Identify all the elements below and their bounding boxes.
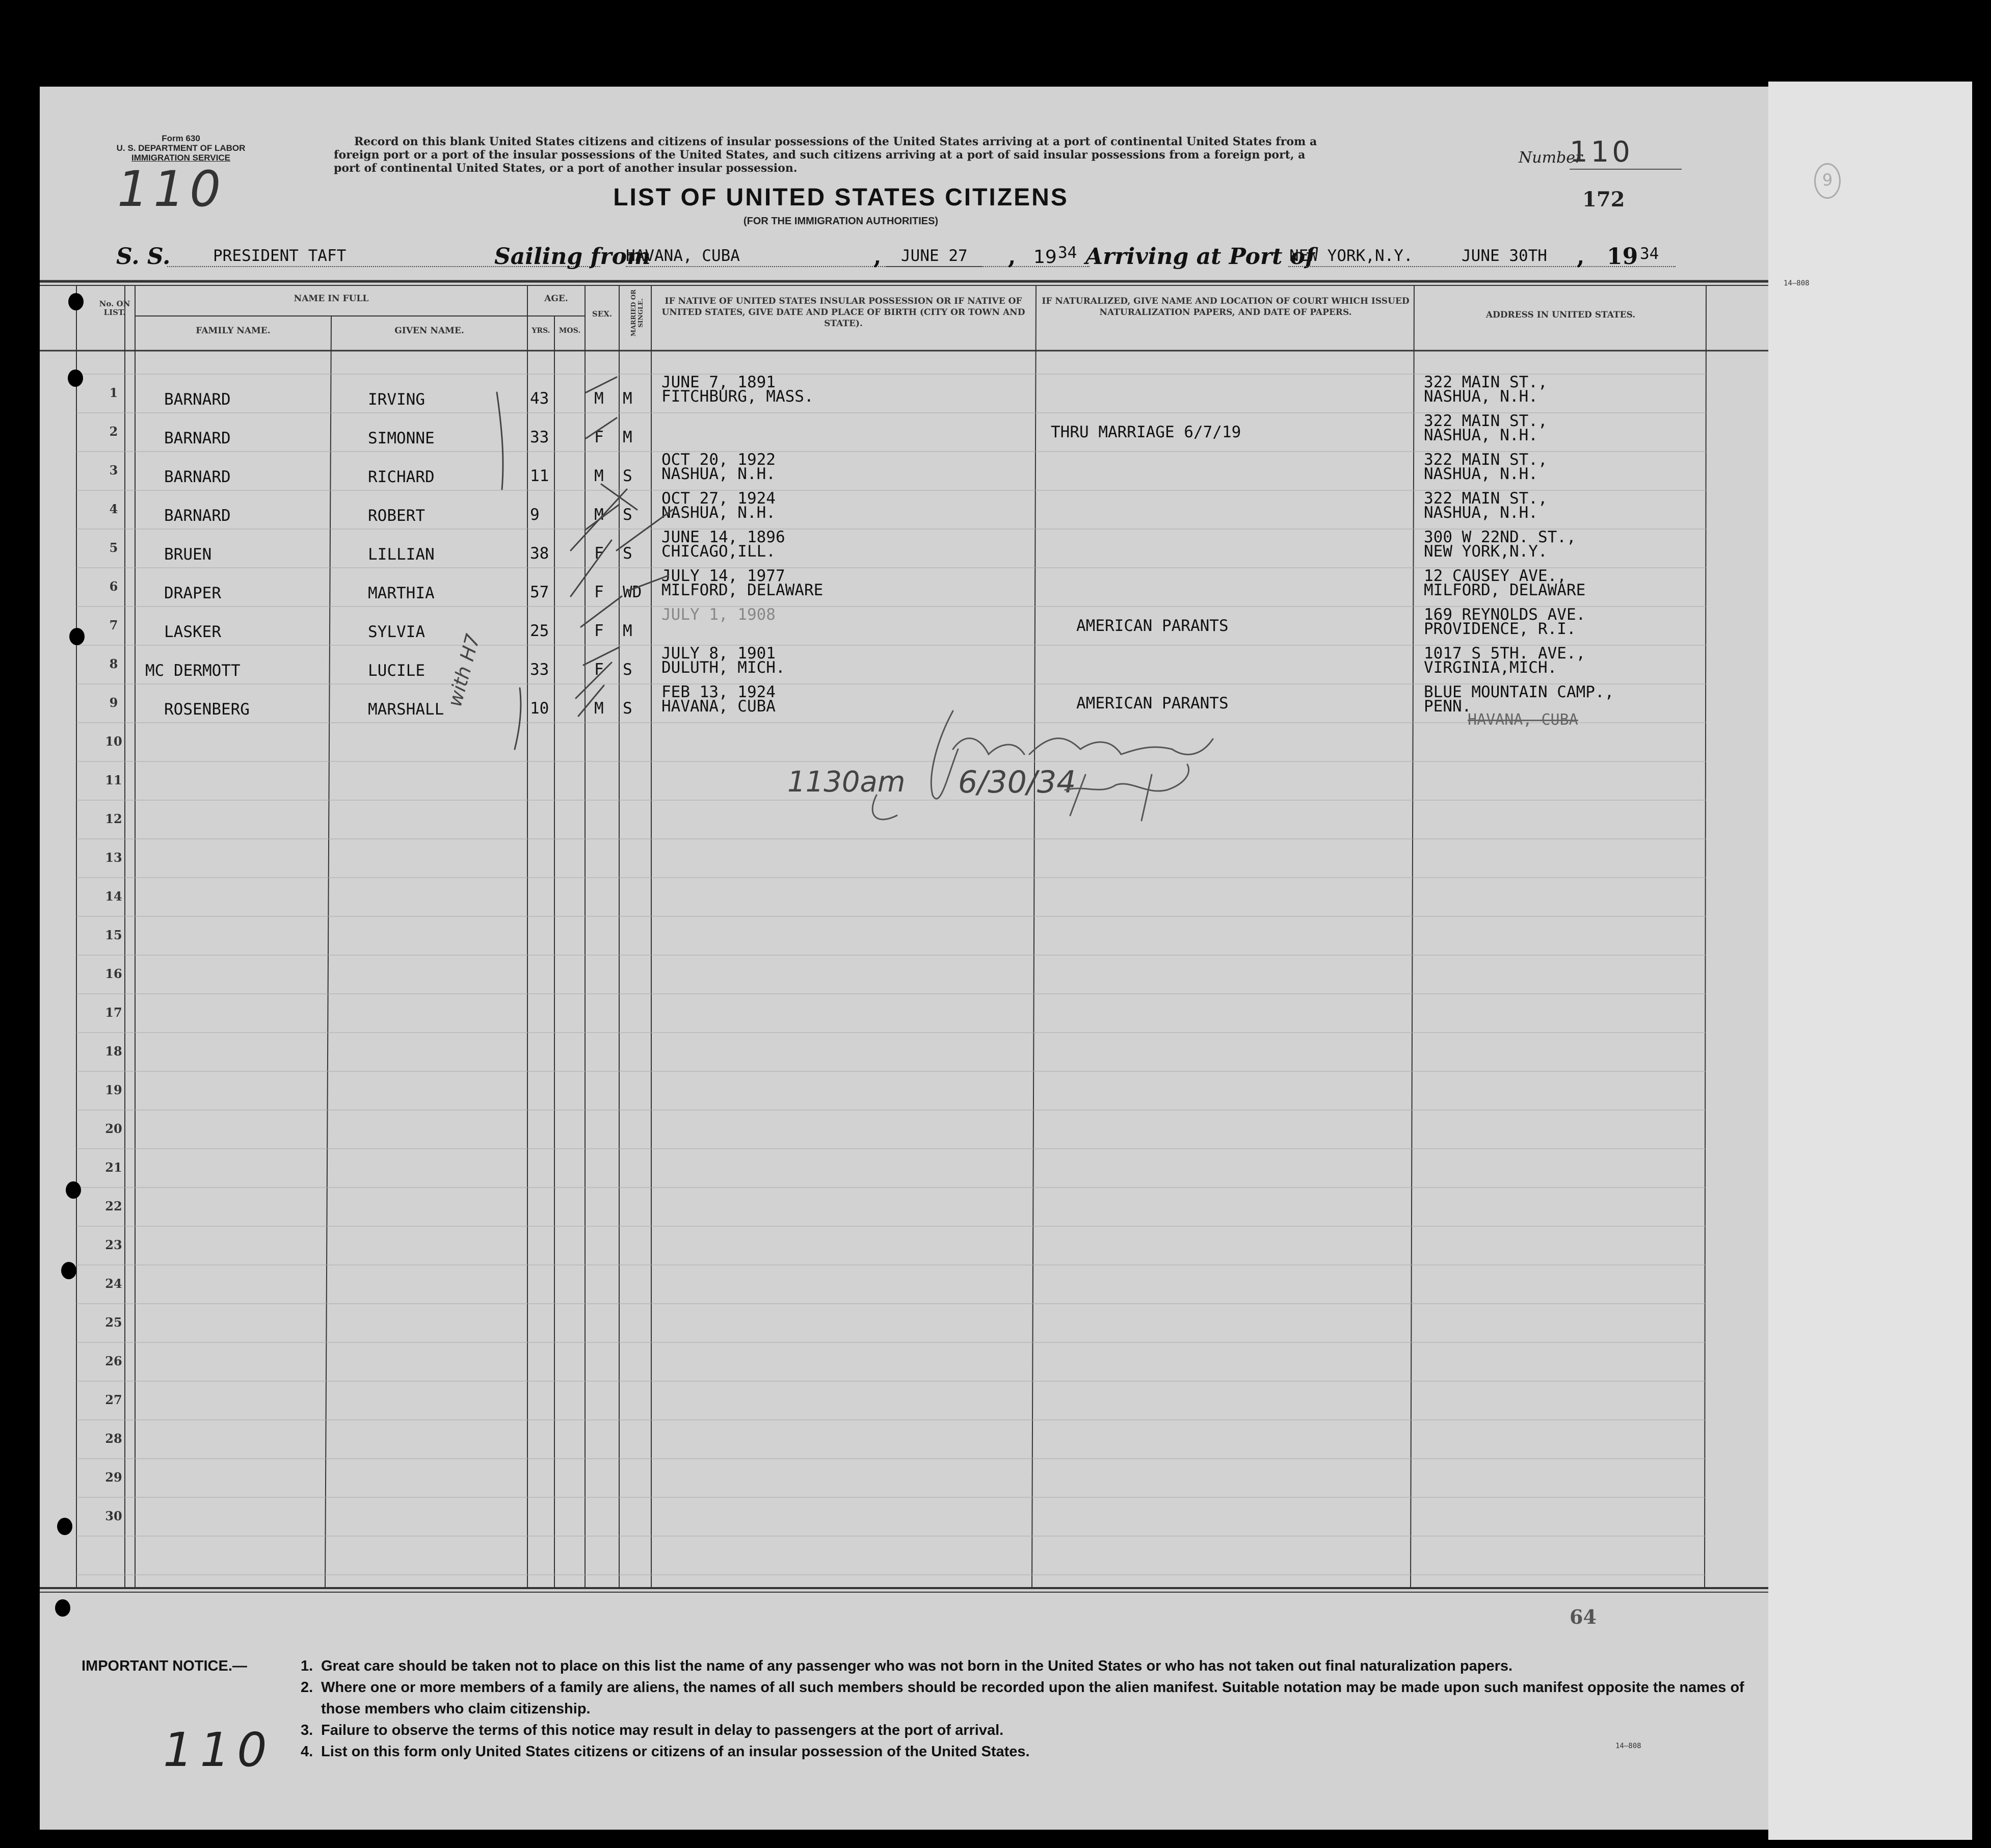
page-subtitle: (FOR THE IMMIGRATION AUTHORITIES) [743, 216, 939, 227]
birth-place-cell: NASHUA, N.H. [661, 465, 776, 483]
birth-date-cell: JULY 1, 1908 [661, 605, 776, 624]
address-line2-cell: NASHUA, N.H. [1424, 387, 1538, 406]
naturalization-cell: AMERICAN PARANTS [1076, 617, 1229, 635]
row-number: 29 [105, 1470, 122, 1485]
notice-item-number: 1. [301, 1658, 313, 1674]
header-given-name: GIVEN NAME. [394, 326, 464, 336]
punch-hole [57, 1518, 72, 1535]
address-line1-cell: 300 W 22ND. ST., [1424, 528, 1576, 546]
stamp-number: 64 [1570, 1605, 1597, 1628]
sex-cell: F [594, 544, 604, 563]
sex-cell: F [594, 428, 604, 446]
row-number: 30 [105, 1509, 122, 1523]
family-name-cell: BARNARD [164, 507, 231, 525]
age-years-cell: 33 [530, 661, 549, 679]
given-name-cell: MARSHALL [368, 700, 444, 719]
sex-cell: F [594, 583, 604, 601]
ss-label: S. S. [116, 244, 171, 270]
marital-status-cell: S [623, 467, 632, 485]
marital-status-cell: M [623, 622, 632, 640]
handwritten-number-top: 110 [117, 161, 226, 218]
address-line2-cell: VIRGINIA,MICH. [1424, 658, 1557, 677]
age-years-cell: 43 [530, 389, 549, 408]
birth-date-cell: OCT 20, 1922 [661, 451, 776, 469]
row-number: 21 [105, 1160, 122, 1175]
arriving-year: 34 [1640, 245, 1659, 263]
row-number: 19 [105, 1083, 122, 1097]
sex-cell: M [594, 467, 604, 485]
row-number: 4 [109, 501, 118, 516]
birth-place-cell: NASHUA, N.H. [661, 504, 776, 522]
handwritten-date: 6/30/34 [958, 764, 1076, 800]
arriving-port: NEW YORK,N.Y. [1289, 247, 1413, 265]
age-years-cell: 33 [530, 428, 549, 446]
row-number: 5 [109, 540, 118, 555]
address-line2-cell: NASHUA, N.H. [1424, 504, 1538, 522]
notice-item-number: 4. [301, 1744, 313, 1760]
address-line1-cell: BLUE MOUNTAIN CAMP., [1424, 683, 1614, 701]
row-number: 28 [105, 1431, 122, 1446]
address-line2-cell: PROVIDENCE, R.I. [1424, 620, 1576, 638]
sailing-year-prefix: 19 [1033, 247, 1057, 268]
row-number: 22 [105, 1199, 122, 1213]
address-line1-cell: 1017 S 5TH. AVE., [1424, 644, 1586, 663]
header-years: YRS. [532, 327, 550, 335]
voyage-line: S. S. PRESIDENT TAFT Sailing from HAVANA, CUBA , JUNE 27 , 19 34 Arriving at Port of NEW YORK,N.Y. JUNE 30TH , 19 34 [116, 240, 1686, 275]
form-code-top: 14—808 [1784, 279, 1810, 287]
header-age: AGE. [544, 294, 568, 304]
address-line1-cell: 322 MAIN ST., [1424, 373, 1548, 391]
row-number: 24 [105, 1276, 122, 1291]
header-married-or-single: MARRIED OR SINGLE. [630, 289, 644, 337]
header-family-name: FAMILY NAME. [196, 326, 271, 336]
row-number: 1 [109, 385, 118, 400]
instructions-line-3: port of continental United States, or a port of another insular possession. [334, 162, 798, 175]
sex-cell: M [594, 506, 604, 524]
birth-date-cell: OCT 27, 1924 [661, 489, 776, 508]
family-name-cell: LASKER [164, 623, 221, 641]
row-number: 7 [109, 618, 118, 632]
sex-cell: M [594, 699, 604, 718]
instructions-line-2: foreign port or a port of the insular possessions of the United States, and such citizens arriving at a port of said insular possessions from a foreign port, a [334, 148, 1306, 162]
row-number: 15 [105, 928, 122, 942]
row-number: 20 [105, 1121, 122, 1136]
family-name-cell: DRAPER [164, 584, 221, 602]
given-name-cell: SYLVIA [368, 623, 425, 641]
address-line1-cell: 12 CAUSEY AVE., [1424, 567, 1567, 585]
struck-address-text: HAVANA, CUBA [1468, 711, 1578, 729]
age-years-cell: 38 [530, 544, 549, 563]
address-line2-cell: NEW YORK,N.Y. [1424, 542, 1548, 561]
row-number: 9 [109, 695, 118, 710]
family-name-cell: BARNARD [164, 390, 231, 409]
sex-cell: F [594, 622, 604, 640]
form-code-bottom: 14—808 [1615, 1742, 1641, 1750]
row-number: 23 [105, 1237, 122, 1252]
margin-handwritten-note: with H7 [443, 631, 485, 709]
row-number: 6 [109, 579, 118, 594]
notice-lead: IMPORTANT NOTICE.— [82, 1658, 247, 1674]
header-naturalized: IF NATURALIZED, GIVE NAME AND LOCATION OF COURT WHICH ISSUED NATURALIZATION PAPERS, AND DATE OF PAPERS. [1042, 296, 1410, 318]
sailing-label: Sailing from [494, 244, 651, 270]
birth-date-cell: JUNE 14, 1896 [661, 528, 785, 546]
page-title: LIST OF UNITED STATES CITIZENS [613, 184, 1069, 211]
row-number: 25 [105, 1315, 122, 1330]
address-line2-cell: NASHUA, N.H. [1424, 426, 1538, 444]
family-name-cell: BARNARD [164, 468, 231, 486]
marital-status-cell: M [623, 428, 632, 446]
notice-item [301, 1720, 1778, 1741]
arriving-date: JUNE 30TH [1462, 247, 1547, 265]
row-number: 27 [105, 1392, 122, 1407]
row-number: 18 [105, 1044, 122, 1059]
given-name-cell: IRVING [368, 390, 425, 409]
address-line1-cell: 322 MAIN ST., [1424, 451, 1548, 469]
family-name-cell: BRUEN [164, 545, 212, 564]
marital-status-cell: S [623, 699, 632, 718]
notice-item [301, 1677, 1778, 1720]
age-years-cell: 57 [530, 583, 549, 601]
notice-item-text: Great care should be taken not to place on this list the name of any passenger who was not born in the United States or who has not taken out final naturalization papers. [321, 1658, 1513, 1674]
row-number: 16 [105, 966, 122, 981]
birth-date-cell: JULY 14, 1977 [661, 567, 785, 585]
birth-place-cell: FITCHBURG, MASS. [661, 387, 814, 406]
sailing-year: 34 [1058, 244, 1077, 262]
row-number: 13 [105, 850, 122, 865]
birth-date-cell: JULY 8, 1901 [661, 644, 776, 663]
arriving-label: Arriving at Port of [1085, 244, 1315, 270]
notice-item [301, 1741, 1778, 1762]
given-name-cell: RICHARD [368, 468, 435, 486]
row-number: 12 [105, 811, 122, 826]
family-name-cell: BARNARD [164, 429, 231, 447]
page-number: 172 [1582, 188, 1625, 212]
header-months: MOS. [559, 327, 581, 335]
naturalization-cell: AMERICAN PARANTS [1076, 694, 1229, 712]
address-line2-cell: MILFORD, DELAWARE [1424, 581, 1586, 599]
naturalization-cell: THRU MARRIAGE 6/7/19 [1051, 423, 1241, 441]
sex-cell: M [594, 389, 604, 408]
circled-page-mark: 9 [1814, 163, 1841, 199]
age-years-cell: 10 [530, 699, 549, 718]
notice-item-text: Failure to observe the terms of this notice may result in delay to passengers at the port of arrival. [321, 1722, 1004, 1738]
given-name-cell: LUCILE [368, 662, 425, 680]
marital-status-cell: S [623, 506, 632, 524]
address-line1-cell: 322 MAIN ST., [1424, 412, 1548, 430]
header-name-in-full: NAME IN FULL [294, 294, 369, 304]
marital-status-cell: WD [623, 583, 642, 601]
punch-hole [66, 1181, 81, 1199]
marital-status-cell: M [623, 389, 632, 408]
punch-hole [55, 1599, 70, 1617]
row-number: 8 [109, 656, 118, 671]
arriving-year-prefix: 19 [1607, 244, 1638, 270]
form-number: Form 630 [162, 134, 200, 143]
address-line2-cell: NASHUA, N.H. [1424, 465, 1538, 483]
row-number: 2 [109, 424, 118, 439]
row-number: 3 [109, 463, 118, 478]
birth-place-cell: MILFORD, DELAWARE [661, 581, 824, 599]
birth-place-cell: HAVANA, CUBA [661, 697, 776, 716]
age-years-cell: 9 [530, 506, 540, 524]
punch-hole [69, 628, 85, 645]
sailing-from: HAVANA, CUBA [626, 247, 740, 265]
punch-hole [68, 369, 83, 387]
header-sex: SEX. [592, 309, 613, 319]
row-number: 14 [105, 889, 122, 904]
birth-place-cell: CHICAGO,ILL. [661, 542, 776, 561]
birth-place-cell: DULUTH, MICH. [661, 658, 785, 677]
address-line2-cell: PENN. [1424, 697, 1472, 716]
marital-status-cell: S [623, 544, 632, 563]
family-name-cell: ROSENBERG [164, 700, 250, 719]
service-name: IMMIGRATION SERVICE [131, 153, 230, 163]
notice-item-number: 3. [301, 1722, 313, 1738]
row-number: 26 [105, 1354, 122, 1368]
number-value: 110 [1570, 136, 1682, 170]
address-line1-cell: 169 REYNOLDS AVE. [1424, 605, 1586, 624]
given-name-cell: LILLIAN [368, 545, 435, 564]
ship-name: PRESIDENT TAFT [213, 247, 347, 265]
sailing-date: JUNE 27 [901, 247, 968, 265]
sex-cell: F [594, 661, 604, 679]
header-no-on-list: No. ON LIST. [99, 299, 130, 317]
age-years-cell: 11 [530, 467, 549, 485]
given-name-cell: MARTHIA [368, 584, 435, 602]
header-address: ADDRESS IN UNITED STATES. [1485, 310, 1636, 320]
given-name-cell: ROBERT [368, 507, 425, 525]
punch-hole [61, 1262, 76, 1279]
handwritten-number-bottom: 110 [163, 1723, 274, 1777]
handwritten-time: 1130am [787, 765, 906, 799]
row-number: 17 [105, 1005, 122, 1020]
notice-item [301, 1655, 1778, 1677]
notice-item-text: Where one or more members of a family are aliens, the names of all such members should be recorded upon the alien manifest. Suitable notation may be made upon such manifest opposite the names of those members who claim citizenship. [321, 1679, 1744, 1717]
age-years-cell: 25 [530, 622, 549, 640]
birth-date-cell: FEB 13, 1924 [661, 683, 776, 701]
notice-items [301, 1655, 1778, 1762]
number-label: Number [1519, 149, 1583, 167]
row-number: 10 [105, 734, 122, 749]
punch-hole [68, 293, 84, 310]
birth-date-cell: JUNE 7, 1891 [661, 373, 776, 391]
address-line1-cell: 322 MAIN ST., [1424, 489, 1548, 508]
instructions-line-1: Record on this blank United States citizens and citizens of insular possessions of the United States arriving at a port of continental United States from a [354, 135, 1317, 148]
row-number: 11 [105, 773, 122, 787]
notice-item-text: List on this form only United States citizens or citizens of an insular possession of the United States. [321, 1744, 1030, 1760]
given-name-cell: SIMONNE [368, 429, 435, 447]
header-birth: IF NATIVE OF UNITED STATES INSULAR POSSESSION OR IF NATIVE OF UNITED STATES, GIVE DATE AND PLACE OF BIRTH (CITY OR TOWN AND STATE). [661, 296, 1025, 329]
family-name-cell: MC DERMOTT [145, 662, 241, 680]
department-name: U. S. DEPARTMENT OF LABOR [116, 143, 246, 153]
notice-item-number: 2. [301, 1679, 313, 1696]
marital-status-cell: S [623, 661, 632, 679]
